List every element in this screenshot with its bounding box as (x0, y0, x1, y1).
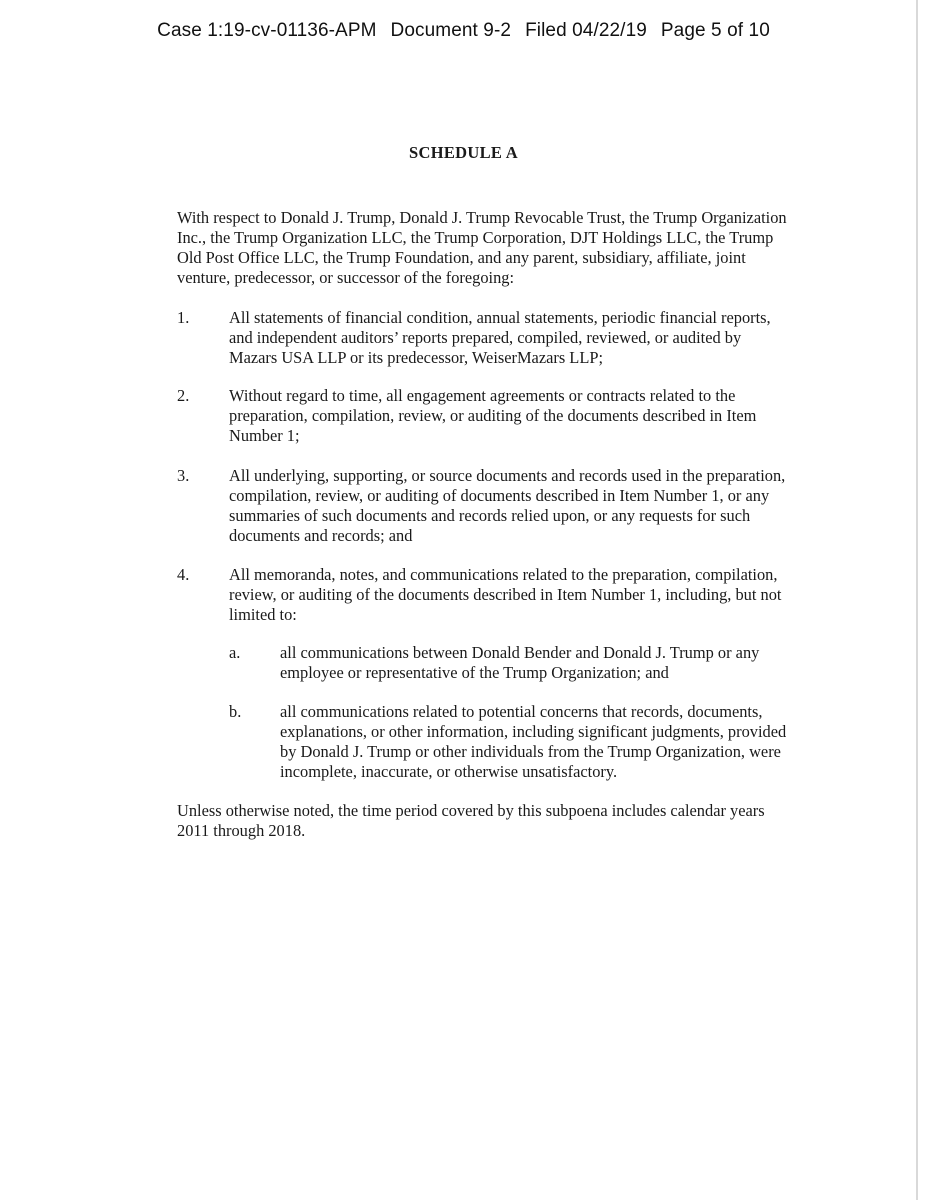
sub-item-letter: b. (229, 702, 242, 721)
list-item (177, 386, 797, 446)
document-number: Document 9-2 (390, 20, 512, 41)
sub-item (229, 702, 799, 782)
item-number: 3. (177, 466, 190, 485)
court-filing-header (0, 20, 927, 42)
closing-paragraph: Unless otherwise noted, the time period covered by this subpoena includes calendar years 2011 through 2018. (177, 801, 765, 840)
intro-paragraph: With respect to Donald J. Trump, Donald J. Trump Revocable Trust, the Trump Organization Inc., the Trump Organization LLC, the Trump Corporation, DJT Holdings LLC, the Trump Old Post Office LLC, the Trump Foundation, and any parent, subsidiary, affiliate, joint venture, predecessor, or successor of the foregoing: (177, 208, 787, 287)
item-number: 4. (177, 565, 190, 584)
item-number: 1. (177, 308, 190, 327)
item-text: Without regard to time, all engagement agreements or contracts related to the preparation, compilation, review, or auditing of the documents described in Item Number 1; (229, 386, 757, 445)
scan-edge-line (916, 0, 918, 1200)
filed-date: Filed 04/22/19 (525, 20, 647, 41)
item-text: All underlying, supporting, or source documents and records used in the preparation, compilation, review, or auditing of documents described in Item Number 1, or any summaries of such documents and records relied upon, or any requests for such documents and records; and (229, 466, 786, 545)
item-text: All statements of financial condition, annual statements, periodic financial reports, and independent auditors’ reports prepared, compiled, reviewed, or audited by Mazars USA LLP or its predecessor, WeiserMazars LLP; (229, 308, 771, 367)
case-number: Case 1:19-cv-01136-APM (157, 20, 377, 41)
sub-item (229, 643, 799, 683)
sub-item-letter: a. (229, 643, 241, 662)
list-item (177, 565, 797, 625)
page-indicator: Page 5 of 10 (660, 20, 770, 41)
schedule-title: SCHEDULE A (409, 143, 518, 162)
list-item (177, 308, 797, 368)
item-text: All memoranda, notes, and communications related to the preparation, compilation, review, or auditing of the documents described in Item Number 1, including, but not limited to: (229, 565, 782, 624)
list-item (177, 466, 797, 546)
sub-item-text: all communications related to potential concerns that records, documents, explanations, or other information, including significant judgments, provided by Donald J. Trump or other individuals from the Trump Organization, were incomplete, inaccurate, or otherwise unsatisfactory. (280, 702, 787, 781)
item-number: 2. (177, 386, 190, 405)
sub-item-text: all communications between Donald Bender and Donald J. Trump or any employee or representative of the Trump Organization; and (280, 643, 760, 682)
